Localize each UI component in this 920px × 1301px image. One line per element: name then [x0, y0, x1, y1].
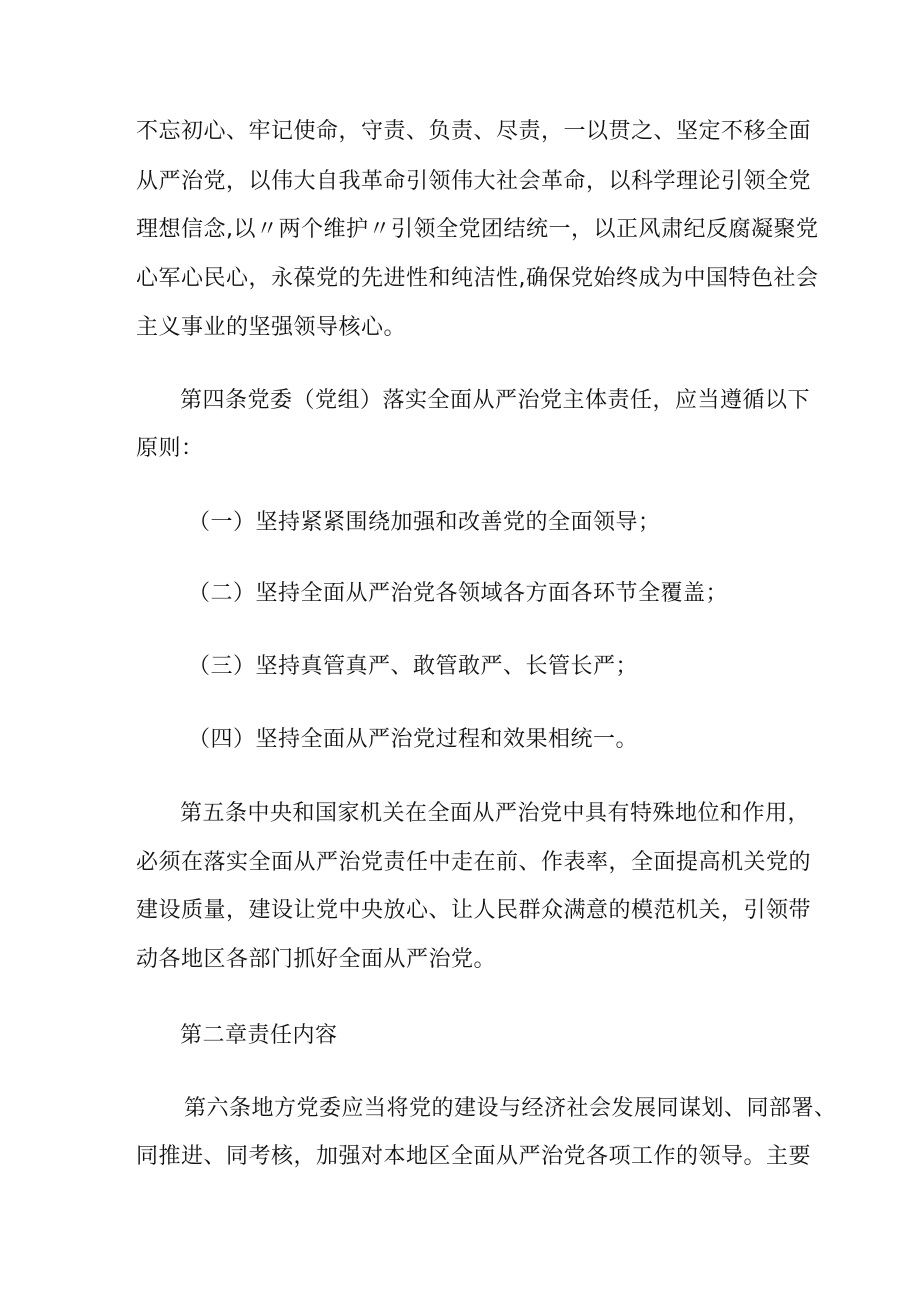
text-line: 动各地区各部门抓好全面从严治党。: [136, 947, 497, 972]
text-line: 理想信念,以〃两个维护〃引领全党团结统一，以正风肃纪反腐凝聚党: [136, 217, 819, 242]
text-line: 原则：: [136, 436, 204, 461]
principle-3: （三）坚持真管真严、敢管敢严、长管长严；: [188, 654, 639, 679]
text-line: 第五条中央和国家机关在全面从严治党中具有特殊地位和作用，: [180, 801, 811, 826]
text-line: 从严治党，以伟大自我革命引领伟大社会革命，以科学理论引领全党: [136, 169, 812, 194]
text-line: 建设质量，建设让党中央放心、让人民群众满意的模范机关，引领带: [136, 898, 812, 923]
text-line: 第六条地方党委应当将党的建设与经济社会发展同谋划、同部署、: [184, 1096, 837, 1121]
principle-4: （四）坚持全面从严治党过程和效果相统一。: [188, 727, 639, 752]
chapter-heading: 第二章责任内容: [180, 1023, 338, 1048]
principle-2: （二）坚持全面从严治党各领域各方面各环节全覆盖；: [188, 581, 729, 606]
text-line: 同推进、同考核，加强对本地区全面从严治党各项工作的领导。主要: [136, 1144, 812, 1169]
principle-1: （一）坚持紧紧围绕加强和改善党的全面领导；: [188, 510, 661, 535]
text-line: 心军心民心，永葆党的先进性和纯洁性,确保党始终成为中国特色社会: [136, 266, 819, 291]
text-line: 必须在落实全面从严治党责任中走在前、作表率，全面提高机关党的: [136, 850, 812, 875]
text-line: 第四条党委（党组）落实全面从严治党主体责任，应当遵循以下: [180, 388, 811, 413]
text-line: 不忘初心、牢记使命，守责、负责、尽责，一以贯之、坚定不移全面: [136, 119, 812, 144]
text-line: 主义事业的坚强领导核心。: [136, 315, 407, 340]
